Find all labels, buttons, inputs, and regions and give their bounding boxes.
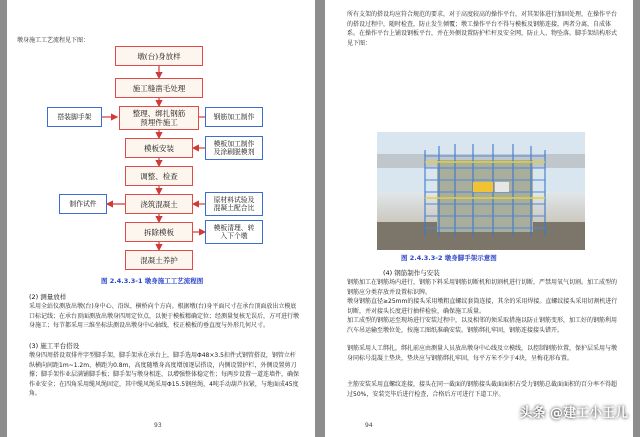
section-heading-rebar: (4) 钢筋制作与安装	[383, 269, 440, 277]
page-number: 93	[154, 422, 162, 429]
flow-side-rebar-fabrication: 钢筋加工制作	[205, 107, 263, 127]
flow-step-layout: 墩(台)身放样	[115, 46, 203, 66]
rebar-paragraph-3: 加工成型的钢筋运至现场进行安装过程中，以及相邻的须采取措施以防止钢筋变形，加工好的钢筋利用汽车吊运输至墩位处，按施工图纸准确安装。钢筋绑扎牢固，钢筋连接接头错开。	[347, 317, 618, 334]
page-94	[325, 0, 633, 437]
section-heading-survey: (2) 测量放样	[29, 293, 67, 301]
section-body-platform: 墩身四周搭设双排井字型脚手架，脚手架承在承台上，脚手选用Φ48×3.5扣件式钢管搭设，钢管立杆纵横向间距1m~1.2m，横距为0.8m，高度随墩身高度增加逐层搭设，内侧设置护栏，外侧设置剪刀撑；脚手架作业层满铺脚手板；脚手架与墩身相连，以增强整体稳定性；每两步设置一道连墙件，确保作业安全；在四角采用缆风绳固定，其中缆风绳采用Φ15.5钢丝绳，4吨手动葫芦拉紧，与地面成45度角。	[29, 352, 300, 397]
flow-side-scaffold: 搭装脚手架	[47, 107, 102, 127]
figure-caption-flowchart: 图 2.4.3.3-1 墩身施工工艺流程图	[101, 277, 204, 285]
flow-step-joint-roughening: 施工缝凿毛处理	[115, 78, 203, 98]
flow-step-curing: 混凝土养护	[125, 250, 193, 270]
watermark-text: 头条 @建工小王儿	[519, 406, 628, 421]
scaffold-intro-paragraph: 所有支架的搭设均应符合规范的要求，对于高度较高的操作平台，对其架体进行加固处理，在操作平台的搭设过程中，随时检查，防止发生倾覆；墩工操作平台不得与模板及钢筋连接，两者分离，自成体系。在操作平台上铺设钢板平台，并在外侧设置防护栏杆及安全网，防止人、物坠落。脚手架结构形式见下图：	[347, 11, 618, 47]
section-heading-platform: (3) 施工平台搭设	[29, 342, 80, 350]
flow-step-remove-formwork: 拆除模板	[125, 222, 193, 242]
rebar-paragraph-2: 墩身钢筋直径≥25mm的接头采用墩粗直螺纹套筒连接，其余的采用焊接。直螺纹接头采用切割机进行切断，并对接头长度进行抽样检验，确保施工质量。	[347, 298, 618, 315]
scaffold-illustration	[377, 132, 585, 250]
rebar-paragraph-1: 钢筋加工在钢筋场内进行，钢筋下料采用钢筋切断机和切割机进行切断，严禁用氧气切割。加工成型的钢筋应分类存放并设置标识牌。	[347, 279, 618, 296]
flow-step-adjust-check: 调整、检查	[125, 166, 193, 186]
flow-side-specimen: 制作试件	[59, 194, 107, 214]
scaffold-photo	[377, 132, 585, 250]
page-93	[7, 0, 315, 437]
figure-caption-scaffold: 图 2.4.3.3-2 墩身脚手架示意图	[401, 254, 497, 262]
section-body-survey: 采用全站仪测放出墩(台)身中心、沿纵、横桥向个方向。根据墩(台)身平面尺寸在承台顶面放出立模底口标记线；在承台顶面测放出墩身四周定位点，以便于模板精确定位；经测量复核无误后，方可进行墩身施工；每节都采用三维坐标法测设出墩身中心轴线，校正模板的垂直度与外形几何尺寸。	[29, 303, 300, 329]
watermark	[519, 402, 628, 421]
flow-intro: 墩身施工工艺流程见下图：	[17, 37, 90, 44]
flow-side-formwork-cleanup: 模板清理、转 入下个墩	[205, 220, 263, 244]
rebar-paragraph-4: 钢筋采用人工绑扎，绑扎前应由测量人员放出墩身中心线及立模线，以控制钢筋位置，保护层采用与墩身同标号混凝土垫块，垫块应与钢筋绑扎牢固，每平方米不少于4块，呈梅花形布置。	[347, 345, 618, 362]
flow-step-rebar-binding: 整理、绑扎钢筋 预埋件施工	[119, 106, 199, 130]
flow-side-formwork-fabrication: 模板加工制作 及涂刷脱模剂	[205, 136, 263, 160]
flow-step-pour-concrete: 浇筑混凝土	[125, 194, 193, 214]
page-number: 94	[365, 422, 373, 429]
flow-side-material-test: 原材料试验及 混凝土配合比	[205, 192, 263, 216]
flow-step-formwork-install: 模板安装	[125, 138, 193, 158]
rebar-paragraph-5: 主筋安装采用直螺纹连接，接头在同一截面的钢筋接头截面面积占受力钢筋总截面面积的百分率不得超过50%，安装完毕后进行检查，合格后方可进行下道工序。	[347, 381, 618, 398]
